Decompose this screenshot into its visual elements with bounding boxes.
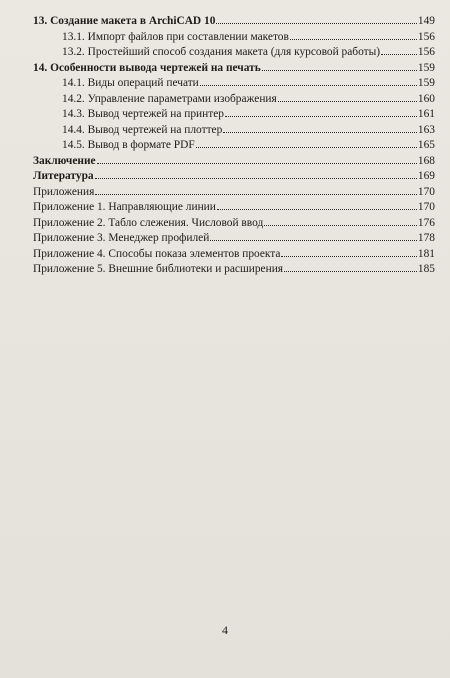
toc-entry <box>33 247 435 263</box>
toc-dot-leader <box>210 239 417 241</box>
toc-entry-title: 14.4. Вывод чертежей на плоттер <box>62 123 223 136</box>
toc-entry-title: Литература <box>33 170 94 182</box>
toc-dot-leader <box>95 177 417 179</box>
toc-entry-title: 13.2. Простейший способ создания макета (для курсовой работы) <box>62 46 381 58</box>
toc-entry-page: 176 <box>417 216 435 229</box>
toc-dot-leader <box>264 224 417 226</box>
toc-dot-leader <box>262 69 417 71</box>
toc-entry <box>33 14 435 30</box>
toc-entry <box>33 76 435 92</box>
toc-entry-page: 168 <box>417 154 435 167</box>
toc-entry <box>33 138 435 154</box>
toc-entry-title: 13.1. Импорт файлов при составлении макетов <box>62 30 289 43</box>
toc-entry <box>33 262 435 278</box>
toc-entry-page: 159 <box>417 77 435 89</box>
toc-dot-leader <box>200 84 417 86</box>
toc-entry <box>33 123 435 139</box>
toc-entry-title: Приложение 2. Табло слежения. Числовой ввод <box>33 216 264 229</box>
toc-entry <box>33 169 435 185</box>
toc-entry-title: 13. Создание макета в ArchiCAD 10 <box>33 15 216 27</box>
toc-entry-page: 165 <box>417 139 435 151</box>
toc-entry <box>33 200 435 216</box>
page-number: 4 <box>222 623 228 637</box>
toc-dot-leader <box>281 255 416 257</box>
toc-entry-title: Приложение 5. Внешние библиотеки и расширения <box>33 263 284 275</box>
toc-dot-leader <box>217 208 417 210</box>
toc-dot-leader <box>196 146 417 148</box>
toc-entry <box>33 92 435 108</box>
toc-dot-leader <box>278 100 417 102</box>
toc-entry <box>33 61 435 77</box>
toc-entry <box>33 185 435 201</box>
toc-entry-title: 14.3. Вывод чертежей на принтер <box>62 108 224 120</box>
toc-entry <box>33 216 435 232</box>
toc-entry <box>33 231 435 247</box>
toc-entry-page: 149 <box>417 15 435 27</box>
toc-entry-title: Заключение <box>33 154 96 167</box>
toc-dot-leader <box>223 131 417 133</box>
toc-entry-title: 14.1. Виды операций печати <box>62 77 199 89</box>
toc-entry-page: 185 <box>417 263 435 275</box>
toc-entry-title: 14. Особенности вывода чертежей на печать <box>33 61 261 74</box>
toc-entry <box>33 30 435 46</box>
toc-entry-title: Приложение 1. Направляющие линии <box>33 201 216 213</box>
toc-entry-title: Приложения <box>33 185 95 198</box>
toc-dot-leader <box>284 270 417 272</box>
toc-entry-title: 14.2. Управление параметрами изображения <box>62 92 277 105</box>
toc-entry <box>33 45 435 61</box>
toc-entry-page: 170 <box>417 201 435 213</box>
toc-entry-title: Приложение 4. Способы показа элементов проекта <box>33 247 281 260</box>
toc-entry-page: 181 <box>417 247 435 260</box>
toc-dot-leader <box>225 115 417 117</box>
toc-entry-page: 170 <box>417 185 435 198</box>
toc-entry-page: 178 <box>417 232 435 244</box>
toc-dot-leader <box>381 53 417 55</box>
table-of-contents <box>33 14 435 278</box>
toc-entry <box>33 154 435 170</box>
toc-entry <box>33 107 435 123</box>
toc-entry-page: 161 <box>417 108 435 120</box>
toc-dot-leader <box>216 22 417 24</box>
toc-entry-title: 14.5. Вывод в формате PDF <box>62 139 195 151</box>
toc-entry-page: 160 <box>417 92 435 105</box>
toc-entry-page: 163 <box>417 123 435 136</box>
toc-entry-page: 159 <box>417 61 435 74</box>
toc-entry-page: 156 <box>417 46 435 58</box>
toc-dot-leader <box>290 38 417 40</box>
toc-entry-page: 156 <box>417 30 435 43</box>
toc-entry-title: Приложение 3. Менеджер профилей <box>33 232 210 244</box>
toc-dot-leader <box>95 193 417 195</box>
toc-entry-page: 169 <box>417 170 435 182</box>
toc-dot-leader <box>97 162 417 164</box>
